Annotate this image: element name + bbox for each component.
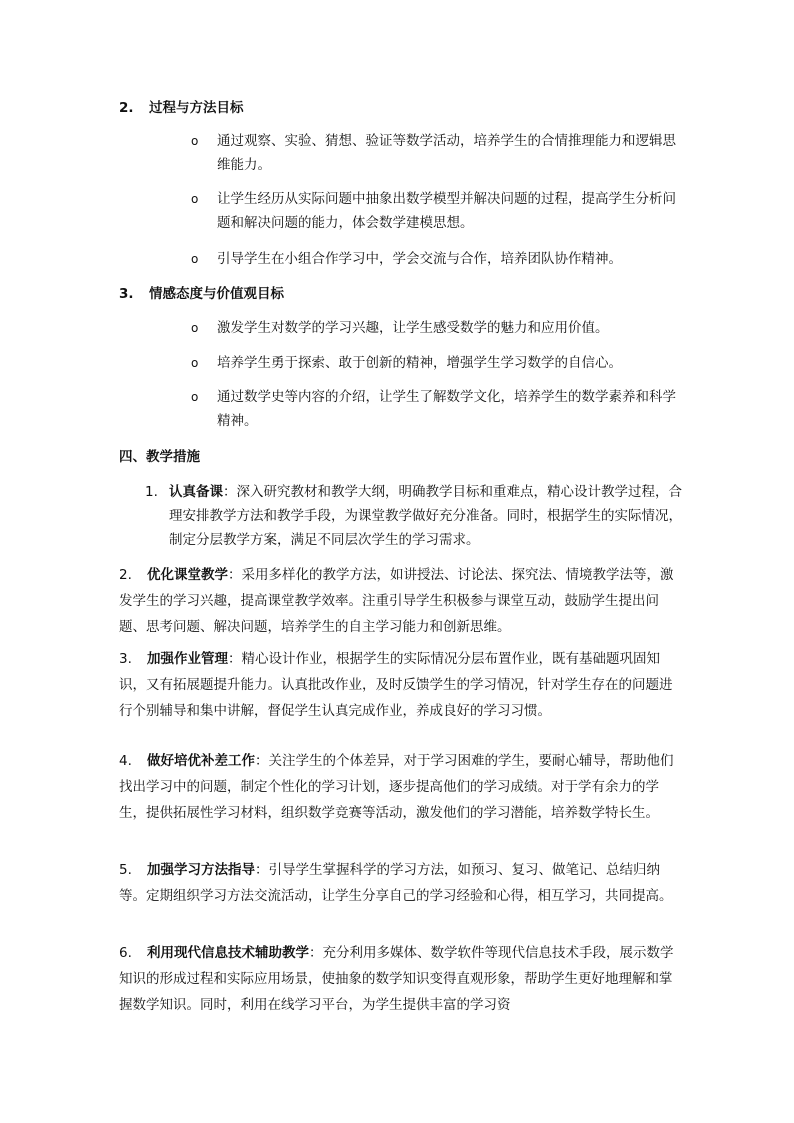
measure-label: 做好培优补差工作 (147, 753, 255, 769)
bullet-item (191, 316, 681, 340)
measure-number: 6. (119, 945, 132, 961)
measure-number: 4. (119, 753, 132, 769)
bullet-circle-icon: o (191, 356, 199, 370)
measure-separator: ： (255, 753, 269, 769)
measure-label: 认真备课 (169, 484, 223, 500)
bullet-circle-icon: o (191, 321, 199, 335)
measure-label: 加强作业管理 (147, 651, 228, 667)
section-3-number: 3. (119, 286, 134, 302)
measure-item (119, 562, 679, 640)
bullet-text: 让学生经历从实际问题中抽象出数学模型并解决问题的过程，提高学生分析问题和解决问题的能力，体会数学建模思想。 (217, 191, 676, 231)
section-2-title: 过程与方法目标 (149, 100, 244, 116)
measure-item (119, 748, 679, 826)
measure-number: 5. (119, 862, 132, 878)
measure-separator: ： (223, 484, 237, 500)
measure-text: 充分利用多媒体、数学软件等现代信息技术手段，展示数学知识的形成过程和实际应用场景，使抽象的数学知识变得直观形象，帮助学生更好地理解和掌握数学知识。同时，利用在线学习平台，为学生提供丰富的学习资 (119, 945, 674, 1013)
bullet-item (191, 129, 681, 177)
section-2-number: 2. (119, 100, 134, 116)
measure-text: 引导学生掌握科学的学习方法，如预习、复习、做笔记、总结归纳等。定期组织学习方法交流活动，让学生分享自己的学习经验和心得，相互学习，共同提高。 (119, 862, 673, 904)
measure-item (119, 646, 679, 724)
measure-label: 优化课堂教学 (147, 567, 228, 583)
section-3-title: 情感态度与价值观目标 (149, 286, 284, 302)
bullet-text: 通过数学史等内容的介绍，让学生了解数学文化，培养学生的数学素养和科学精神。 (217, 389, 676, 429)
bullet-text: 引导学生在小组合作学习中，学会交流与合作，培养团队协作精神。 (217, 251, 622, 267)
bullet-circle-icon: o (191, 252, 199, 266)
bullet-item (191, 247, 681, 271)
measure-item (145, 480, 685, 552)
measure-text: 采用多样化的教学方法，如讲授法、讨论法、探究法、情境教学法等，激发学生的学习兴趣，提高课堂教学效率。注重引导学生积极参与课堂互动，鼓励学生提出问题、思考问题、解决问题，培养学生的自主学习能力和创新思维。 (119, 567, 674, 635)
section-4-title: 四、教学措施 (119, 449, 200, 465)
bullet-circle-icon: o (191, 134, 199, 148)
measure-separator: ： (255, 862, 269, 878)
measure-label: 利用现代信息技术辅助教学 (147, 945, 309, 961)
measure-text: 精心设计作业，根据学生的实际情况分层布置作业，既有基础题巩固知识，又有拓展题提升能力。认真批改作业，及时反馈学生的学习情况，针对学生存在的问题进行个别辅导和集中讲解，督促学生认真完成作业，养成良好的学习习惯。 (119, 651, 673, 719)
section-4-heading (119, 445, 200, 469)
measure-item (119, 857, 679, 909)
bullet-text: 培养学生勇于探索、敢于创新的精神，增强学生学习数学的自信心。 (217, 355, 622, 371)
measure-text: 深入研究教材和教学大纲，明确教学目标和重难点，精心设计教学过程，合理安排教学方法和教学手段，为课堂教学做好充分准备。同时，根据学生的实际情况，制定分层教学方案，满足不同层次学生的学习需求。 (169, 484, 682, 548)
bullet-item (191, 385, 681, 433)
bullet-text: 激发学生对数学的学习兴趣，让学生感受数学的魅力和应用价值。 (217, 320, 609, 336)
measure-number: 2. (119, 567, 132, 583)
measure-separator: ： (309, 945, 323, 961)
section-2-heading (119, 96, 244, 120)
bullet-item (191, 187, 681, 235)
bullet-text: 通过观察、实验、猜想、验证等数学活动，培养学生的合情推理能力和逻辑思维能力。 (217, 133, 676, 173)
bullet-item (191, 351, 681, 375)
measure-number: 3. (119, 651, 132, 667)
measure-label: 加强学习方法指导 (147, 862, 255, 878)
measure-item (119, 940, 679, 1018)
measure-text: 关注学生的个体差异，对于学习困难的学生，要耐心辅导，帮助他们找出学习中的问题，制定个性化的学习计划，逐步提高他们的学习成绩。对于学有余力的学生，提供拓展性学习材料，组织数学竞赛等活动，激发他们的学习潜能，培养数学特长生。 (119, 753, 674, 821)
bullet-circle-icon: o (191, 390, 199, 404)
measure-separator: ： (228, 651, 242, 667)
bullet-circle-icon: o (191, 192, 199, 206)
section-3-heading (119, 282, 284, 306)
measure-separator: ： (228, 567, 242, 583)
measure-number: 1. (145, 484, 158, 500)
